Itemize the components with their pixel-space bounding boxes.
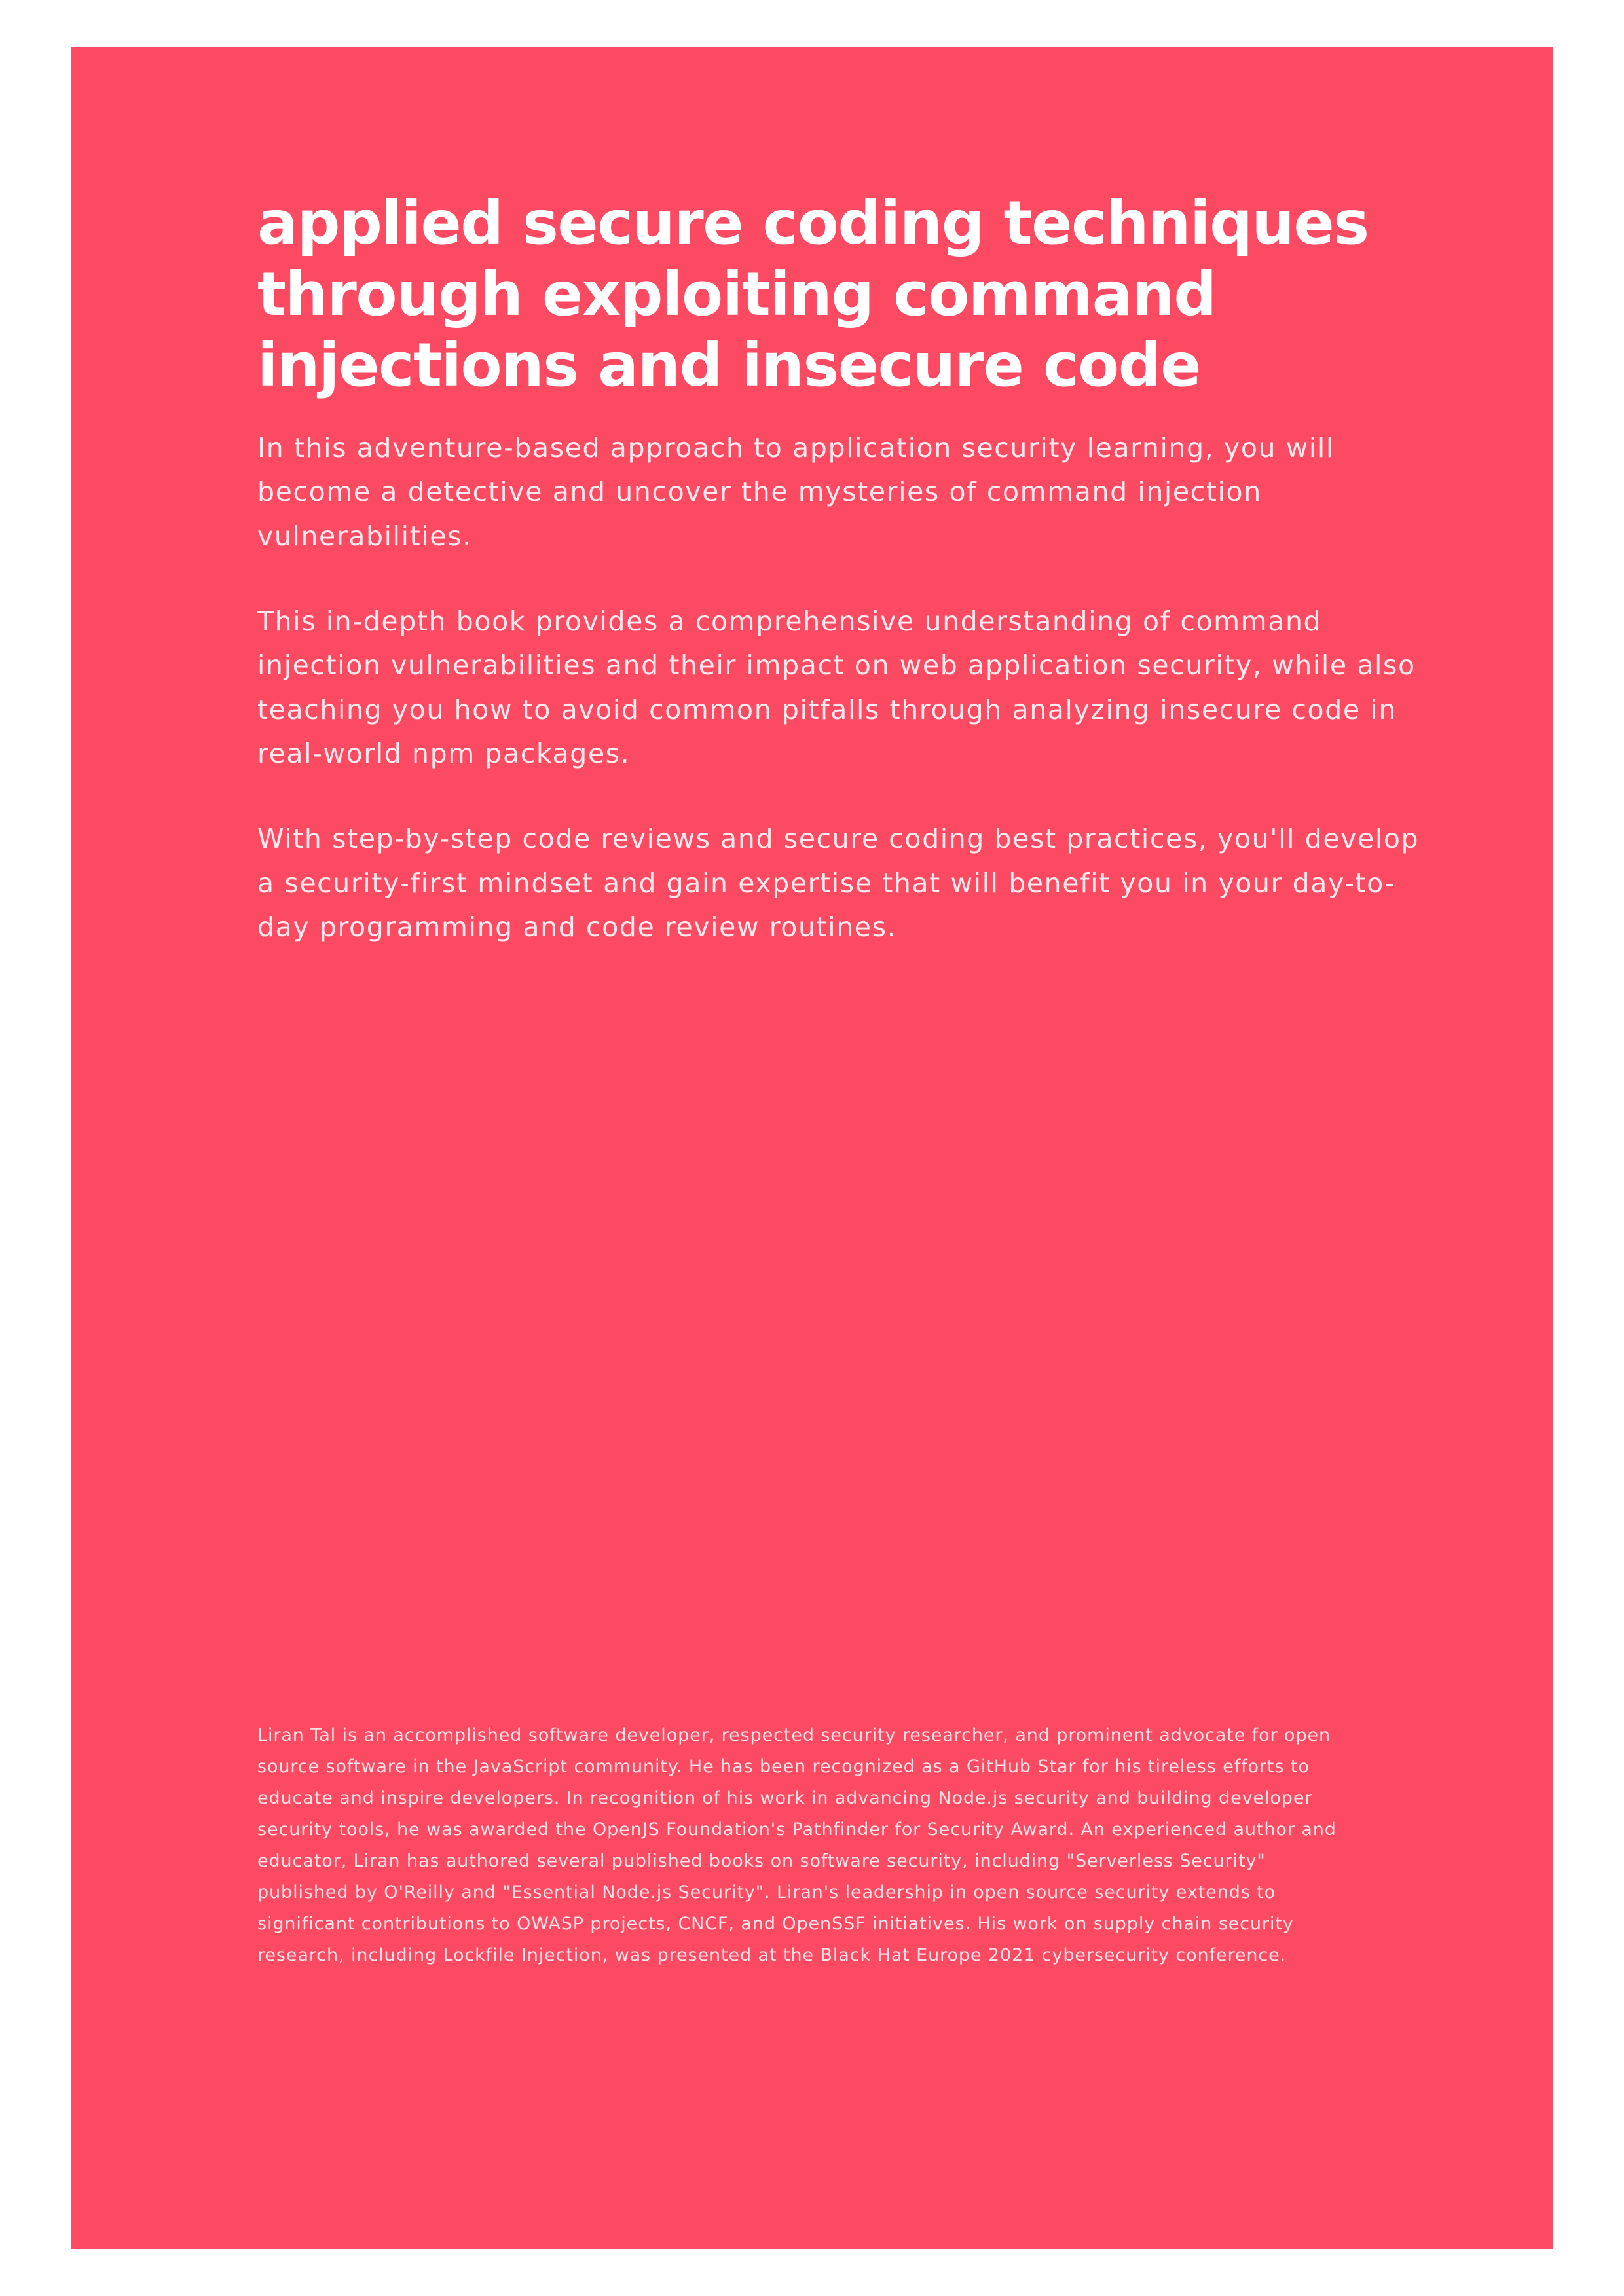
book-title: applied secure coding techniques through exploiting command injections and insecure code — [257, 188, 1369, 401]
back-cover-panel — [71, 47, 1553, 2249]
blurb-paragraph-1: In this adventure-based approach to application security learning, you will become a detective and uncover the mysteries of command injection vulnerabilities. — [257, 431, 1335, 552]
blurb-paragraph-3: With step-by-step code reviews and secure coding best practices, you'll develop a security-first mindset and gain expertise that will benefit you in your day-to-day programming and code review routines. — [257, 823, 1420, 943]
blurb-paragraph-2: This in-depth book provides a comprehensive understanding of command injection vulnerabilities and their impact on web application security, while also teaching you how to avoid common pitfalls through analyzing insecure code in real-world npm packages. — [257, 605, 1416, 770]
author-bio-block — [257, 1720, 1357, 1971]
cover-content — [257, 188, 1462, 991]
author-bio-text: Liran Tal is an accomplished software developer, respected security researcher, and prominent advocate for open source software in the JavaScript community. He has been recognized as a GitHub Star for his tireless efforts to educate and inspire developers. In recognition of his work in advancing Node.js security and building developer security tools, he was awarded the OpenJS Foundation's Pathfinder for Security Award. An experienced author and educator, Liran has authored several published books on software security, including "Serverless Security" published by O'Reilly and "Essential Node.js Security". Liran's leadership in open source security extends to significant contributions to OWASP projects, CNCF, and OpenSSF initiatives. His work on supply chain security research, including Lockfile Injection, was presented at the Black Hat Europe 2021 cybersecurity conference. — [257, 1725, 1337, 1966]
